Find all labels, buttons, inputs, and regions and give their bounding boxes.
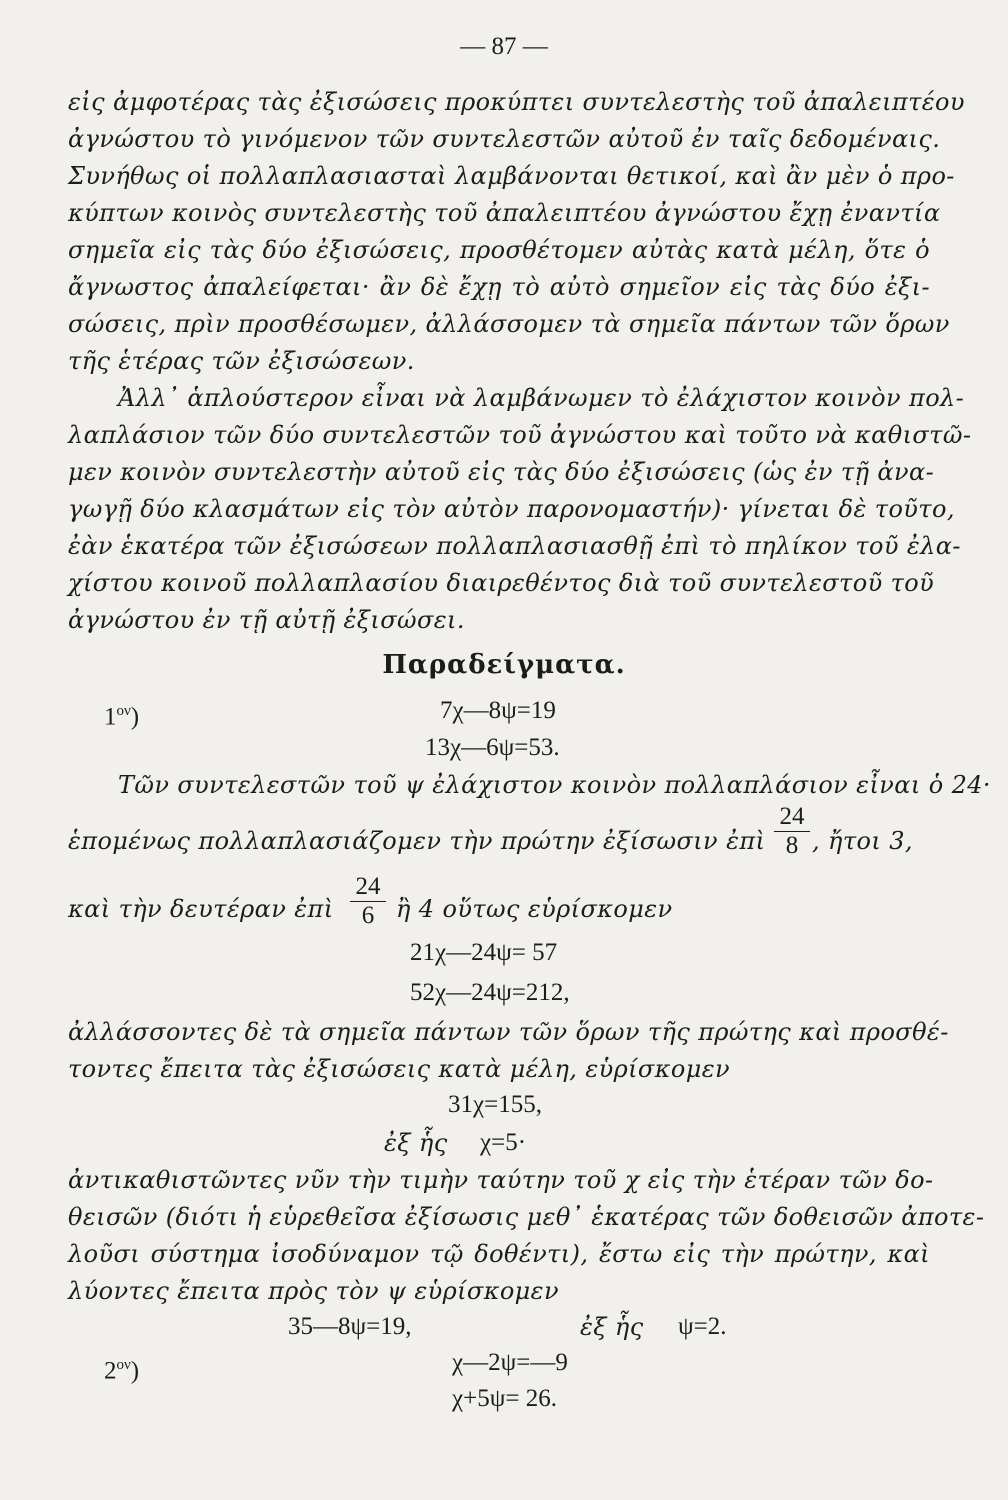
fraction-denominator: 6	[361, 902, 375, 929]
text-line: ἀντικαθιστῶντες νῦν τὴν τιμὴν ταύτην τοῦ χ εἰς τὴν ἑτέραν τῶν δο-	[68, 1166, 934, 1194]
equation: 35—8ψ=19,	[288, 1313, 412, 1340]
para2-line: χίστου κοινοῦ πολλαπλασίου διαιρεθέντος διὰ τοῦ συντελεστοῦ τοῦ	[68, 569, 935, 597]
para2-line: λαπλάσιον τῶν δύο συντελεστῶν τοῦ ἀγνώστου καὶ τοῦτο νὰ καθιστῶ-	[68, 421, 972, 449]
fraction-numerator: 24	[355, 873, 381, 900]
equation: ψ=2.	[678, 1313, 727, 1340]
para1-line: Συνήθως οἱ πολλαπλασιασταὶ λαμβάνονται θετικοί, καὶ ἂν μὲν ὁ προ-	[68, 162, 955, 190]
text-line: Τῶν συντελεστῶν τοῦ ψ ἐλάχιστον κοινὸν πολλαπλάσιον εἶναι ὁ 24·	[118, 771, 991, 799]
text-line: λοῦσι σύστημα ἰσοδύναμον τῷ δοθέντι), ἔστω εἰς τὴν πρώτην, καὶ	[68, 1240, 930, 1268]
example-label-number: 1	[104, 703, 117, 731]
para1-line: κύπτων κοινὸς συντελεστὴς τοῦ ἀπαλειπτέου ἀγνώστου ἔχῃ ἐναντία	[68, 199, 941, 227]
text-line: τοντες ἔπειτα τὰς ἐξισώσεις κατὰ μέλη, εὑρίσκομεν	[68, 1055, 730, 1083]
example-label-number: 2	[104, 1357, 117, 1385]
para1-line: σώσεις, πρὶν προσθέσωμεν, ἀλλάσσομεν τὰ σημεῖα πάντων τῶν ὅρων	[68, 310, 950, 338]
example-1-label	[104, 696, 139, 732]
equation: 21χ—24ψ= 57	[410, 939, 558, 966]
para2-line: ἀγνώστου ἐν τῇ αὐτῇ ἐξισώσει.	[68, 606, 465, 634]
example-label-close: )	[130, 703, 140, 731]
text-line: ἑπομένως πολλαπλασιάζομεν τὴν πρώτην ἐξίσωσιν ἐπὶ	[68, 827, 766, 855]
para2-line: ἐὰν ἑκατέρα τῶν ἐξισώσεων πολλαπλασιασθῇ ἐπὶ τὸ πηλίκον τοῦ ἐλα-	[68, 532, 961, 560]
para2-line: γωγῇ δύο κλασμάτων εἰς τὸν αὐτὸν παρονομαστήν)· γίνεται δὲ τοῦτο,	[68, 495, 955, 523]
fraction-denominator: 8	[785, 832, 799, 859]
equation: 13χ—6ψ=53.	[425, 734, 560, 761]
text-line: καὶ τὴν δευτέραν ἐπὶ	[68, 895, 334, 923]
page-number: — 87 —	[460, 33, 548, 60]
fraction-numerator: 24	[779, 803, 805, 830]
text-line: , ἤτοι 3,	[812, 827, 913, 855]
para1-line: ἄγνωστος ἀπαλείφεται· ἂν δὲ ἔχῃ τὸ αὐτὸ σημεῖον εἰς τὰς δύο ἐξι-	[68, 273, 930, 301]
example-label-sup: ον	[116, 703, 131, 719]
text-line: ἐξ ἧς	[384, 1129, 448, 1157]
para1-line: σημεῖα εἰς τὰς δύο ἐξισώσεις, προσθέτομεν αὐτὰς κατὰ μέλη, ὅτε ὁ	[68, 236, 930, 264]
equation: 7χ—8ψ=19	[440, 697, 556, 724]
fraction	[350, 874, 386, 929]
example-label-sup: ον	[116, 1357, 131, 1373]
para1-line: εἰς ἀμφοτέρας τὰς ἐξισώσεις προκύπτει συντελεστὴς τοῦ ἀπαλειπτέου	[68, 88, 965, 116]
example-label-close: )	[130, 1357, 140, 1385]
text-line: ἢ 4 οὕτως εὑρίσκομεν	[396, 895, 673, 923]
equation: 31χ=155,	[448, 1091, 542, 1118]
equation: χ—2ψ=—9	[452, 1349, 568, 1376]
text-line: ἐξ ἧς	[580, 1313, 644, 1341]
section-heading: Παραδείγματα.	[382, 650, 626, 680]
fraction	[774, 804, 810, 859]
equation: χ=5·	[480, 1129, 527, 1156]
example-2-label	[104, 1350, 139, 1386]
text-line: ἀλλάσσοντες δὲ τὰ σημεῖα πάντων τῶν ὅρων τῆς πρώτης καὶ προσθέ-	[68, 1018, 949, 1046]
para2-line: Ἀλλ᾽ ἁπλούστερον εἶναι νὰ λαμβάνωμεν τὸ ἐλάχιστον κοινὸν πολ-	[118, 384, 965, 412]
text-line: λύοντες ἔπειτα πρὸς τὸν ψ εὑρίσκομεν	[68, 1277, 559, 1305]
para1-line: τῆς ἑτέρας τῶν ἐξισώσεων.	[68, 347, 415, 375]
para1-line: ἀγνώστου τὸ γινόμενον τῶν συντελεστῶν αὐτοῦ ἐν ταῖς δεδομέναις.	[68, 125, 941, 153]
equation: 52χ—24ψ=212,	[410, 979, 570, 1006]
text-line: θεισῶν (διότι ἡ εὑρεθεῖσα ἐξίσωσις μεθ᾽ ἑκατέρας τῶν δοθεισῶν ἀποτε-	[68, 1203, 985, 1231]
para2-line: μεν κοινὸν συντελεστὴν αὐτοῦ εἰς τὰς δύο ἐξισώσεις (ὡς ἐν τῇ ἀνα-	[68, 458, 935, 486]
equation: χ+5ψ= 26.	[452, 1385, 557, 1412]
